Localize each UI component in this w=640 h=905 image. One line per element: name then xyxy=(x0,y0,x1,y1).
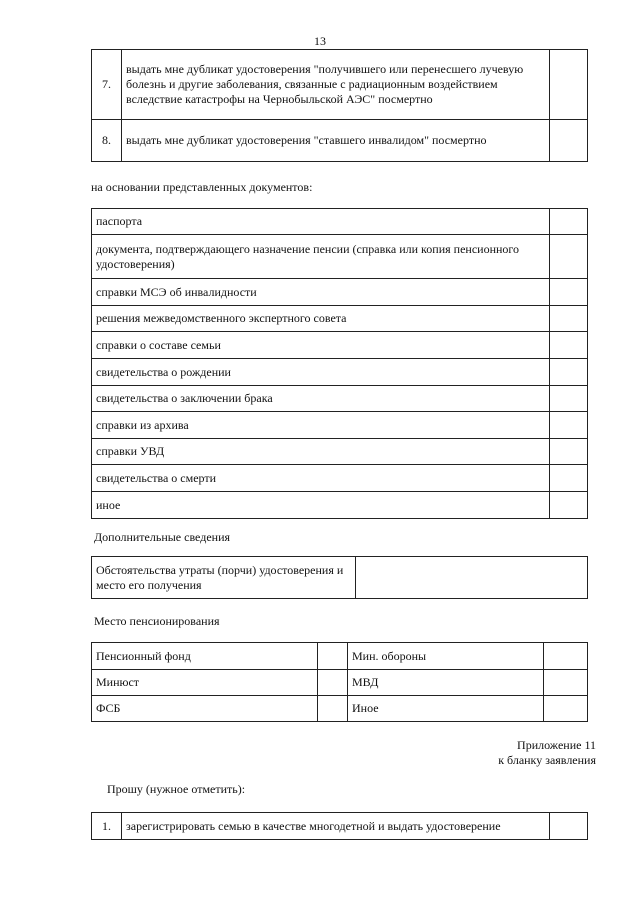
requests-table-top xyxy=(91,49,588,162)
document-label: документа, подтверждающего назначение пенсии (справка или копия пенсионного удостоверения) xyxy=(92,235,550,279)
document-label: справки МСЭ об инвалидности xyxy=(92,279,550,306)
row-number: 1. xyxy=(92,813,122,840)
pension-table xyxy=(91,642,588,722)
table-row xyxy=(92,557,588,599)
pension-option-label: Иное xyxy=(348,696,544,722)
checkbox-cell[interactable] xyxy=(550,120,588,162)
table-row xyxy=(92,813,588,840)
table-row xyxy=(92,120,588,162)
documents-heading: на основании представленных документов: xyxy=(91,180,313,194)
checkbox-cell[interactable] xyxy=(550,492,588,519)
requests-table-bottom xyxy=(91,812,588,840)
checkbox-cell[interactable] xyxy=(550,465,588,492)
checkbox-cell[interactable] xyxy=(550,439,588,465)
table-row xyxy=(92,696,588,722)
document-label: свидетельства о смерти xyxy=(92,465,550,492)
checkbox-cell[interactable] xyxy=(544,643,588,670)
checkbox-cell[interactable] xyxy=(544,670,588,696)
checkbox-cell[interactable] xyxy=(318,670,348,696)
pension-heading: Место пенсионирования xyxy=(94,614,220,628)
request-text: выдать мне дубликат удостоверения "получившего или перенесшего лучевую болезнь и другие заболевания, связанные с радиационным воздействием вследствие катастрофы на Чернобыльской АЭС" посмертно xyxy=(122,50,550,120)
pension-option-label: МВД xyxy=(348,670,544,696)
row-number: 7. xyxy=(92,50,122,120)
additional-heading: Дополнительные сведения xyxy=(94,530,231,544)
document-label: справки УВД xyxy=(92,439,550,465)
request-text: зарегистрировать семью в качестве многодетной и выдать удостоверение xyxy=(122,813,550,840)
document-label: свидетельства о заключении брака xyxy=(92,386,550,412)
table-row xyxy=(92,643,588,670)
table-row xyxy=(92,306,588,332)
appendix-title: Приложение 11 xyxy=(517,738,596,752)
table-row xyxy=(92,670,588,696)
checkbox-cell[interactable] xyxy=(550,386,588,412)
checkbox-cell[interactable] xyxy=(550,235,588,279)
document-label: паспорта xyxy=(92,209,550,235)
additional-table xyxy=(91,556,588,599)
document-label: справки из архива xyxy=(92,412,550,439)
table-row xyxy=(92,359,588,386)
pension-option-label: ФСБ xyxy=(92,696,318,722)
request-text: выдать мне дубликат удостоверения "ставшего инвалидом" посмертно xyxy=(122,120,550,162)
document-label: свидетельства о рождении xyxy=(92,359,550,386)
table-row xyxy=(92,439,588,465)
loss-circumstances-field[interactable] xyxy=(356,557,588,599)
checkbox-cell[interactable] xyxy=(318,643,348,670)
document-label: справки о составе семьи xyxy=(92,332,550,359)
page-number: 13 xyxy=(314,34,326,48)
pension-option-label: Пенсионный фонд xyxy=(92,643,318,670)
request-prompt: Прошу (нужное отметить): xyxy=(107,782,246,796)
table-row xyxy=(92,386,588,412)
checkbox-cell[interactable] xyxy=(550,813,588,840)
document-label: иное xyxy=(92,492,550,519)
table-row xyxy=(92,50,588,120)
table-row xyxy=(92,492,588,519)
table-row xyxy=(92,209,588,235)
pension-option-label: Минюст xyxy=(92,670,318,696)
table-row xyxy=(92,279,588,306)
checkbox-cell[interactable] xyxy=(318,696,348,722)
table-row xyxy=(92,465,588,492)
table-row xyxy=(92,412,588,439)
checkbox-cell[interactable] xyxy=(550,332,588,359)
pension-option-label: Мин. обороны xyxy=(348,643,544,670)
table-row xyxy=(92,332,588,359)
table-row xyxy=(92,235,588,279)
checkbox-cell[interactable] xyxy=(550,359,588,386)
documents-table xyxy=(91,208,588,519)
checkbox-cell[interactable] xyxy=(550,306,588,332)
checkbox-cell[interactable] xyxy=(544,696,588,722)
loss-circumstances-label: Обстоятельства утраты (порчи) удостоверения и место его получения xyxy=(92,557,356,599)
appendix-subtitle: к бланку заявления xyxy=(498,753,596,767)
checkbox-cell[interactable] xyxy=(550,412,588,439)
row-number: 8. xyxy=(92,120,122,162)
document-label: решения межведомственного экспертного совета xyxy=(92,306,550,332)
checkbox-cell[interactable] xyxy=(550,209,588,235)
checkbox-cell[interactable] xyxy=(550,50,588,120)
checkbox-cell[interactable] xyxy=(550,279,588,306)
